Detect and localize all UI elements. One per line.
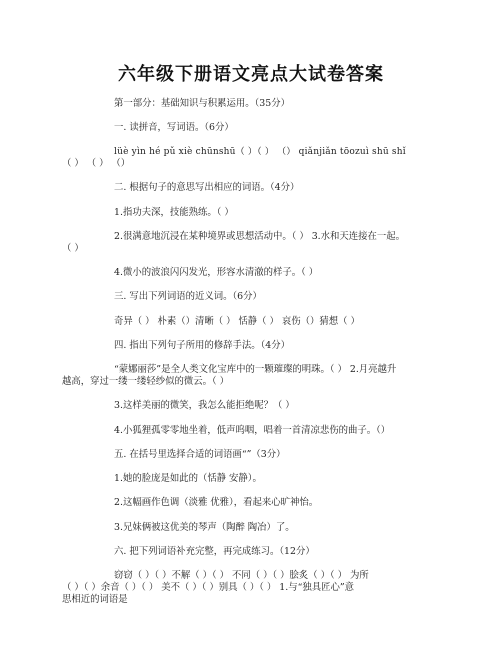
section-4-heading: 四. 指出下列句子所用的修辞手法。（4分） <box>114 340 290 351</box>
choice-question-1: 1.她的脸庞是如此的（恬静 安静）。 <box>114 473 262 484</box>
rhetoric-question-1: “蒙娜丽莎”是全人类文化宝库中的一颗璀璨的明珠。（ ） 2.月亮越升 <box>114 364 397 375</box>
question-2-2-continued: （ ） <box>62 243 84 254</box>
pinyin-line-continued: （ ） （ ） （） <box>62 158 131 169</box>
choice-question-2: 2.这幅画作色调（淡雅 优雅），看起来心旷神怡。 <box>114 497 319 508</box>
section-5-heading: 五. 在括号里选择合适的词语画“”（3分） <box>114 449 286 460</box>
section-1-heading: 一. 读拼音，写词语。（6分） <box>114 122 234 133</box>
synonym-line: 奇异（ ） 朴素（）清晰（ ） 恬静（ ） 哀伤（）猜想（ ） <box>114 316 360 327</box>
choice-question-3: 3.兄妹俩被这优美的琴声（陶醉 陶冶）了。 <box>114 522 295 533</box>
document-title: 六年级下册语文亮点大试卷答案 <box>118 64 384 85</box>
section-2-heading: 二. 根据句子的意思写出相应的词语。（4分） <box>114 182 300 193</box>
section-intro: 第一部分：基础知识与积累运用。（35分） <box>114 98 290 109</box>
pinyin-line: lüè yìn hé pǔ xiè chūnshū（ ）（ ） （） qiǎnjiǎn tōozuì shū shǐ <box>114 147 406 157</box>
idiom-line-2: （ ）（ ）余音（ ）（ ） 美不（ ）（ ）别具（ ）（ ） 1.与“独具匠心”意 <box>62 582 355 593</box>
question-2-1: 1.指功夫深，技能熟练。（ ） <box>114 207 234 218</box>
rhetoric-question-3: 3.这样美丽的微笑，我怎么能拒绝呢？（ ） <box>114 400 295 411</box>
question-2-2: 2.很满意地沉浸在某种境界或思想活动中。（ ） 3.水和天连接在一起。 <box>114 231 406 242</box>
section-6-heading: 六. 把下列词语补充完整，再完成练习。（12分） <box>114 546 315 557</box>
idiom-line-1: 窃窃（ ）（ ）不解（ ）（ ） 不同（ ）（ ）脍炙（ ）（ ） 为所 <box>114 570 369 581</box>
question-2-4: 4.微小的波浪闪闪发光，形容水清澈的样子。（ ） <box>114 267 319 278</box>
section-3-heading: 三. 写出下列词语的近义词。（6分） <box>114 291 262 302</box>
idiom-line-3: 思相近的词语是 <box>62 594 128 605</box>
rhetoric-question-4: 4.小狐狸孤零零地坐着，低声呜咽，唱着一首清凉悲伤的曲子。（） <box>114 425 391 436</box>
rhetoric-question-1-continued: 越高，穿过一缕一缕轻纱似的微云。（ ） <box>62 376 230 387</box>
